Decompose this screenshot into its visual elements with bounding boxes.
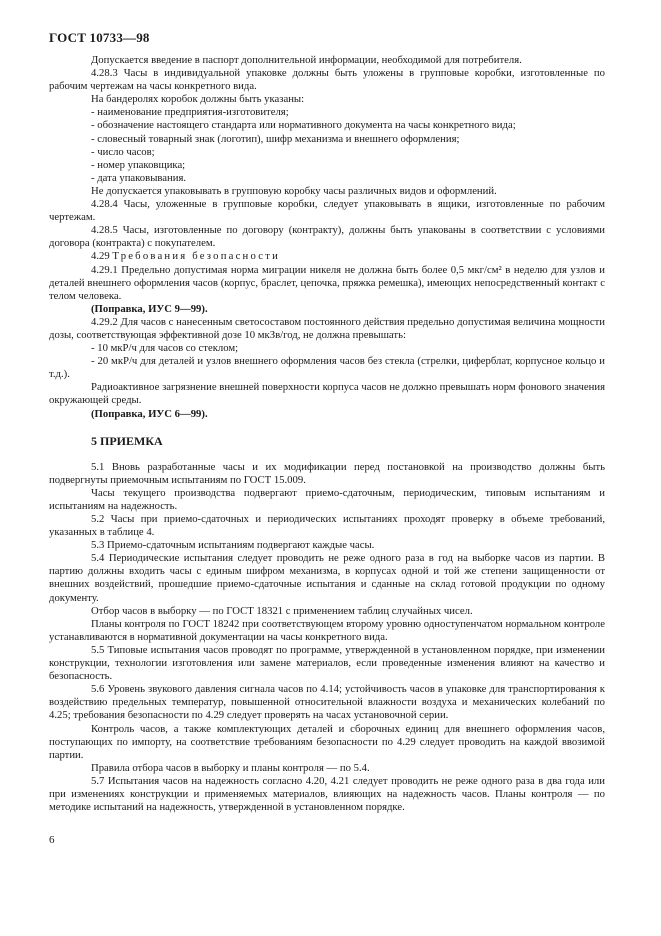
list-dash: -: [91, 132, 98, 145]
paragraph: Радиоактивное загрязнение внешней поверхности корпуса часов не должно превышать норм фонового значения окружающей среды.: [49, 381, 605, 407]
paragraph: 5.2 Часы при приемо-сдаточных и периодических испытаниях проходят проверку в объеме требований, указанных в таблице 4.: [49, 513, 605, 539]
list-dash: -: [91, 342, 98, 355]
page-header-title: ГОСТ 10733—98: [49, 30, 150, 45]
subsection-title: Требования безопасности: [112, 250, 280, 263]
paragraph: Допускается введение в паспорт дополнительной информации, необходимой для потребителя.: [91, 54, 522, 66]
list-item-text: обозначение настоящего стандарта или нормативного документа на часы конкретного вида;: [97, 119, 516, 132]
paragraph: Планы контроля по ГОСТ 18242 при соответствующем второму уровню одноступенчатом нормальном контроле устанавливаются в нормативной документации на часы конкретного вида.: [49, 617, 605, 643]
amendment-note: (Поправка, ИУС 6—99).: [91, 407, 208, 420]
paragraph: Отбор часов в выборку — по ГОСТ 18321 с применением таблиц случайных чисел.: [91, 604, 473, 617]
list-item: [49, 342, 605, 355]
list-item: [49, 146, 605, 159]
paragraph: На бандеролях коробок должны быть указаны:: [91, 93, 305, 106]
list-item-text: дата упаковывания.: [97, 171, 187, 184]
spacer: [49, 421, 605, 434]
subsection-heading: [49, 250, 605, 263]
paragraph: 4.28.4 Часы, уложенные в групповые коробки, следует упаковывать в ящики, изготовленные по рабочим чертежам.: [49, 198, 605, 224]
paragraph: 5.4 Периодические испытания следует проводить не реже одного раза в год на выборке часов из партии. В партию должны входить часы с единым шифром механизма, в корпусах одной и той же степени защищенности от внешних воздействий, прошедшие приемо-сдаточные испытания и сданные на склад готовой продукции по одному документу.: [49, 552, 605, 604]
amendment-note: (Поправка, ИУС 9—99).: [91, 302, 208, 315]
list-dash: -: [91, 145, 98, 158]
list-item: [49, 106, 605, 119]
list-dash: -: [91, 355, 98, 368]
paragraph: 4.28.5 Часы, изготовленные по договору (контракту), должны быть упакованы в соответствии с условиями договора (контракта) с покупателем.: [49, 224, 605, 250]
paragraph: Контроль часов, а также комплектующих деталей и сборочных единиц для внешнего оформления часов, поступающих по импорту, на соответствие требованиям безопасности по 4.29 следует проводить на каждой ввозимой партии.: [49, 722, 605, 761]
paragraph: Правила отбора часов в выборку и планы контроля — по 5.4.: [91, 761, 370, 774]
paragraph: 4.29.1 Предельно допустимая норма миграции никеля не должна быть более 0,5 мкг/см² в неделю для узлов и деталей внешнего оформления часов (корпус, браслет, цепочка, пряжка ремешка), имеющих непосредственный контакт с телом человека.: [49, 263, 605, 302]
paragraph: 5.1 Вновь разработанные часы и их модификации перед постановкой на производство должны быть подвергнуты приемочным испытаниям по ГОСТ 15.009.: [49, 460, 605, 486]
spacer: [49, 448, 605, 461]
section-heading: 5 ПРИЕМКА: [91, 433, 163, 448]
list-item-text: 20 мкР/ч для деталей и узлов внешнего оформления часов без стекла (стрелки, циферблат, корпусное кольцо и т.д.).: [49, 355, 605, 381]
list-dash: -: [91, 158, 98, 171]
paragraph: 4.28.3 Часы в индивидуальной упаковке должны быть уложены в групповые коробки, изготовленные по рабочим чертежам на часы конкретного вида.: [49, 67, 605, 93]
list-item: [49, 133, 605, 146]
list-item: [49, 355, 605, 381]
list-item: [49, 119, 605, 132]
page-number: 6: [49, 834, 55, 846]
paragraph: 5.6 Уровень звукового давления сигнала часов по 4.14; устойчивость часов в упаковке для транспортирования к воздействию предельных температур, повышенной относительной влажности воздуха и механических колебаний по 4.25; требования безопасности по 4.29 следует проверять на часах установочной серии.: [49, 683, 605, 722]
list-item-text: наименование предприятия-изготовителя;: [97, 106, 289, 119]
paragraph: 5.3 Приемо-сдаточным испытаниям подвергают каждые часы.: [91, 539, 375, 552]
list-item-text: 10 мкР/ч для часов со стеклом;: [97, 342, 239, 355]
list-item-text: словесный товарный знак (логотип), шифр механизма и внешнего оформления;: [97, 132, 460, 145]
list-dash: -: [91, 119, 98, 132]
list-dash: -: [91, 171, 98, 184]
list-dash: -: [91, 106, 98, 119]
list-item: [49, 159, 605, 172]
paragraph: 5.7 Испытания часов на надежность согласно 4.20, 4.21 следует проводить не реже одного раза в два года или при изменениях конструкции и применяемых материалов, влияющих на надежность часов. Планы контроля — по методике испытаний на надежность, утвержденной в установленном порядке.: [49, 774, 605, 814]
paragraph: 5.5 Типовые испытания часов проводят по программе, утвержденной в установленном порядке, при изменении конструкции, технологии изготовления или замене материалов, если проведенные изменения влияют на качество и безопасность.: [49, 643, 605, 683]
paragraph: 4.29.2 Для часов с нанесенным светосоставом постоянного действия предельно допустимая величина мощности дозы, соответствующая эффективной дозе 10 мкЗв/год, не должна превышать:: [49, 315, 605, 341]
paragraph: Не допускается упаковывать в групповую коробку часы различных видов и оформлений.: [91, 184, 497, 197]
document-body: [49, 54, 605, 814]
list-item: [49, 172, 605, 185]
paragraph: Часы текущего производства подвергают приемо-сдаточным, периодическим, типовым испытаниям и испытаниям на надежность.: [49, 486, 605, 512]
list-item-text: номер упаковщика;: [97, 158, 186, 171]
subsection-number: 4.29: [91, 250, 110, 263]
list-item-text: число часов;: [97, 145, 155, 158]
